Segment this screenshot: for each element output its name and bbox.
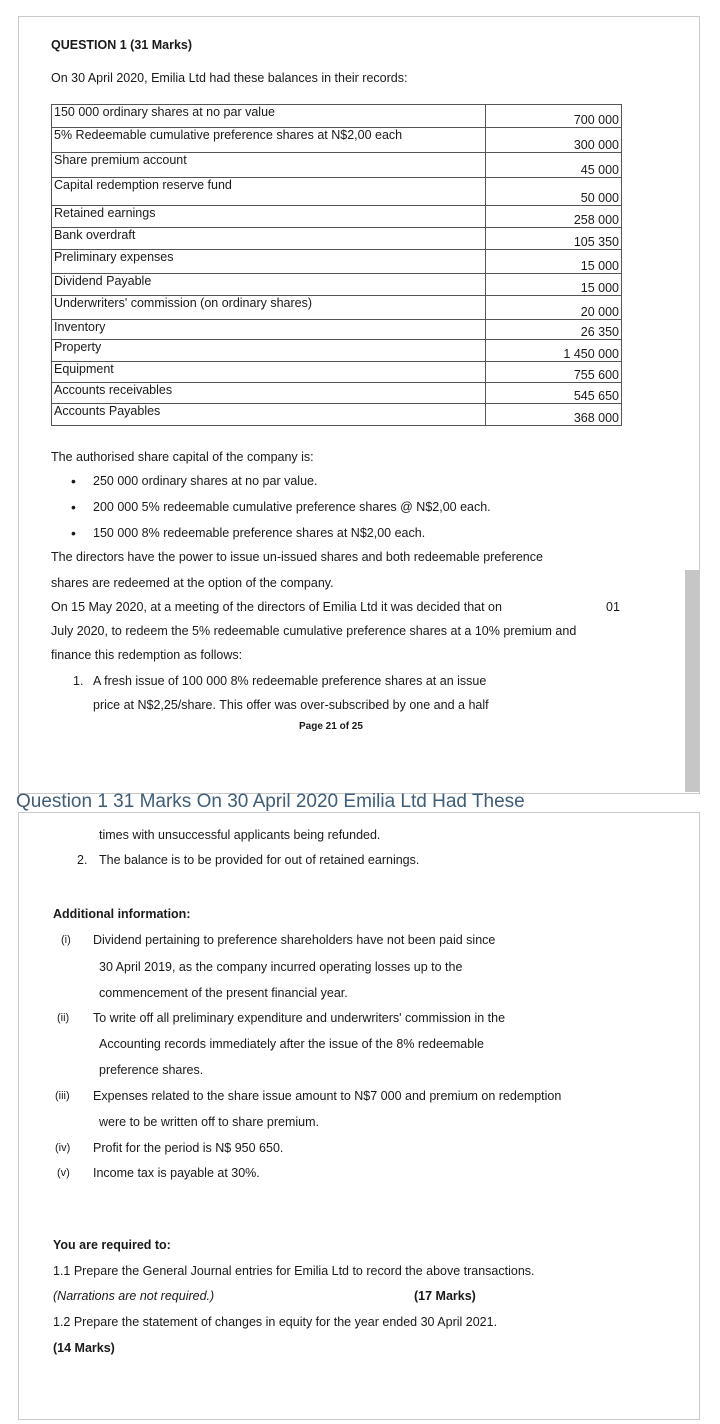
paragraph-meeting-line1: On 15 May 2020, at a meeting of the directors of Emilia Ltd it was decided that on	[51, 600, 502, 614]
table-row	[52, 153, 622, 178]
table-row	[52, 404, 622, 426]
balance-label: Accounts receivables	[52, 383, 486, 404]
balance-label: Dividend Payable	[52, 274, 486, 296]
info-ii-line3: preference shares.	[99, 1063, 204, 1077]
balance-value: 300 000	[486, 128, 622, 153]
balance-value: 545 650	[486, 383, 622, 404]
info-i-line1: Dividend pertaining to preference shareholders have not been paid since	[93, 933, 496, 947]
balance-value: 258 000	[486, 206, 622, 228]
bullet-icon: •	[71, 525, 76, 541]
balance-value: 368 000	[486, 404, 622, 426]
info-number: (ii)	[57, 1012, 70, 1024]
balance-label: 150 000 ordinary shares at no par value	[52, 105, 486, 128]
table-row	[52, 274, 622, 296]
finance-item-1-line1: A fresh issue of 100 000 8% redeemable preference shares at an issue	[93, 674, 487, 688]
balance-label: Bank overdraft	[52, 228, 486, 250]
balance-value: 45 000	[486, 153, 622, 178]
requirement-2: 1.2 Prepare the statement of changes in equity for the year ended 30 April 2021.	[53, 1315, 498, 1329]
info-ii-line1: To write off all preliminary expenditure and underwriters' commission in the	[93, 1011, 506, 1025]
paragraph-meeting-line2: July 2020, to redeem the 5% redeemable cumulative preference shares at a 10% premium and	[51, 624, 577, 638]
intro-text: On 30 April 2020, Emilia Ltd had these balances in their records:	[51, 71, 408, 85]
scrollbar-thumb[interactable]	[685, 570, 699, 792]
info-i-line2: 30 April 2019, as the company incurred operating losses up to the	[99, 960, 463, 974]
info-iii-line2: were to be written off to share premium.	[99, 1115, 320, 1129]
required-title: You are required to:	[53, 1238, 171, 1252]
finance-item-1-continued: times with unsuccessful applicants being refunded.	[99, 828, 381, 842]
balance-value: 15 000	[486, 274, 622, 296]
info-ii-line2: Accounting records immediately after the issue of the 8% redeemable	[99, 1037, 484, 1051]
balance-value: 755 600	[486, 362, 622, 383]
info-number: (i)	[61, 934, 71, 946]
balance-label: Inventory	[52, 320, 486, 340]
page-number: Page 21 of 25	[299, 721, 363, 732]
bullet-icon: •	[71, 499, 76, 515]
balance-label: Capital redemption reserve fund	[52, 178, 486, 206]
bullet-icon: •	[71, 473, 76, 489]
table-row	[52, 383, 622, 404]
balance-label: Retained earnings	[52, 206, 486, 228]
table-row	[52, 362, 622, 383]
table-row	[52, 128, 622, 153]
table-row	[52, 178, 622, 206]
balances-table	[51, 104, 622, 426]
authorised-item: 250 000 ordinary shares at no par value.	[93, 474, 318, 488]
info-number: (iv)	[55, 1142, 71, 1154]
finance-item-1-line2: price at N$2,25/share. This offer was over-subscribed by one and a half	[93, 698, 489, 712]
info-iii-line1: Expenses related to the share issue amount to N$7 000 and premium on redemption	[93, 1089, 562, 1103]
overlay-heading: Question 1 31 Marks On 30 April 2020 Emilia Ltd Had These	[16, 791, 525, 812]
authorised-intro: The authorised share capital of the company is:	[51, 450, 314, 464]
balance-label: Preliminary expenses	[52, 250, 486, 274]
requirement-1-marks: (17 Marks)	[414, 1289, 476, 1303]
balance-value: 26 350	[486, 320, 622, 340]
balance-label: Share premium account	[52, 153, 486, 178]
balance-value: 20 000	[486, 296, 622, 320]
info-number: (iii)	[55, 1090, 70, 1102]
table-row	[52, 340, 622, 362]
list-number: 2.	[77, 853, 88, 867]
paragraph-meeting-line3: finance this redemption as follows:	[51, 648, 243, 662]
table-row	[52, 228, 622, 250]
info-v-line1: Income tax is payable at 30%.	[93, 1166, 260, 1180]
info-i-line3: commencement of the present financial year.	[99, 986, 348, 1000]
requirement-2-marks: (14 Marks)	[53, 1341, 115, 1355]
balance-label: Property	[52, 340, 486, 362]
balance-value: 700 000	[486, 105, 622, 128]
requirement-1: 1.1 Prepare the General Journal entries for Emilia Ltd to record the above transactions.	[53, 1264, 535, 1278]
balance-value: 50 000	[486, 178, 622, 206]
paragraph-meeting-date: 01	[606, 600, 620, 614]
balance-value: 1 450 000	[486, 340, 622, 362]
balance-label: 5% Redeemable cumulative preference shares at N$2,00 each	[52, 128, 486, 153]
finance-item-2: The balance is to be provided for out of retained earnings.	[99, 853, 420, 867]
table-row	[52, 320, 622, 340]
authorised-item: 150 000 8% redeemable preference shares at N$2,00 each.	[93, 526, 426, 540]
balance-label: Underwriters' commission (on ordinary shares)	[52, 296, 486, 320]
requirement-1-note: (Narrations are not required.)	[53, 1289, 215, 1303]
additional-info-title: Additional information:	[53, 907, 191, 921]
question-title: QUESTION 1 (31 Marks)	[51, 38, 193, 52]
info-iv-line1: Profit for the period is N$ 950 650.	[93, 1141, 284, 1155]
table-row	[52, 250, 622, 274]
list-number: 1.	[73, 674, 84, 688]
balance-label: Equipment	[52, 362, 486, 383]
paragraph-directors-line1: The directors have the power to issue un-issued shares and both redeemable preference	[51, 550, 543, 564]
authorised-item: 200 000 5% redeemable cumulative preference shares @ N$2,00 each.	[93, 500, 491, 514]
balance-label: Accounts Payables	[52, 404, 486, 426]
paragraph-directors-line2: shares are redeemed at the option of the company.	[51, 576, 334, 590]
info-number: (v)	[57, 1167, 70, 1179]
balance-value: 15 000	[486, 250, 622, 274]
table-row	[52, 206, 622, 228]
table-row	[52, 296, 622, 320]
table-row	[52, 105, 622, 128]
balance-value: 105 350	[486, 228, 622, 250]
